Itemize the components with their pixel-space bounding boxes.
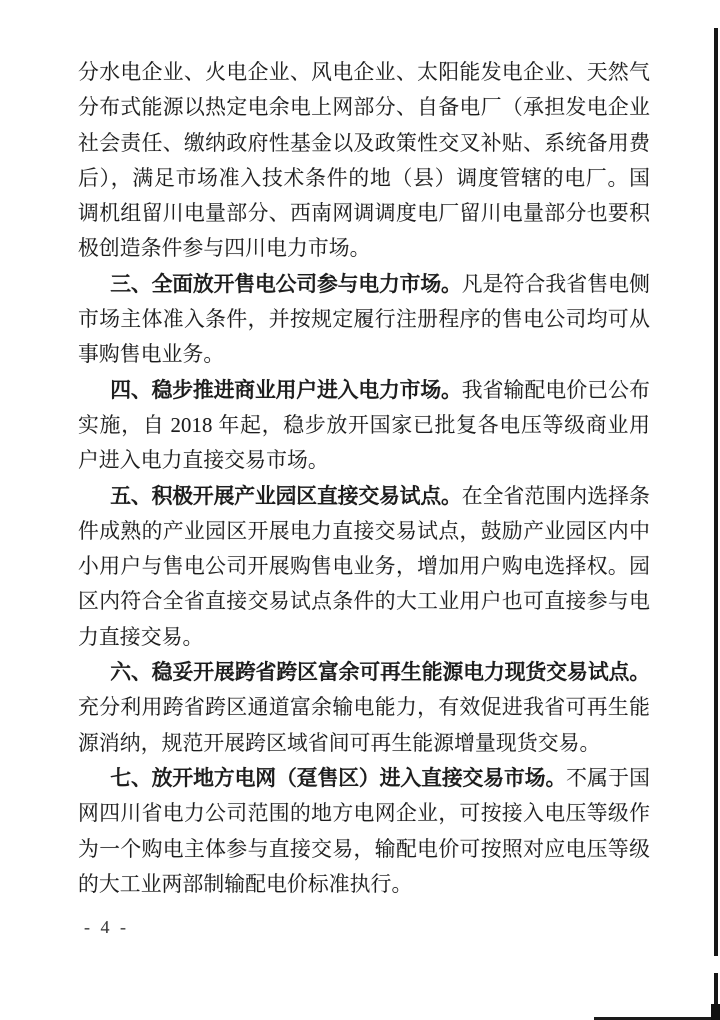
page-number: - 4 - [84, 917, 129, 937]
paragraph [78, 655, 650, 761]
paragraph [78, 373, 650, 479]
section-heading-run: 四、稳步推进商业用户进入电力市场。 [110, 378, 462, 402]
document-body [78, 55, 650, 902]
text-run: 我省输配电价已公布实施，自 2018 年起，稳步放开国家已批复各电压等级商业用户进入电力直接交易市场。 [78, 378, 650, 473]
paragraph [78, 267, 650, 373]
section-heading-run: 三、全面放开售电公司参与电力市场。 [110, 272, 462, 296]
text-run: 不属于国网四川省电力公司范围的地方电网企业，可按接入电压等级作为一个购电主体参与直接交易，输配电价可按照对应电压等级的大工业两部制输配电价标准执行。 [78, 766, 650, 896]
paragraph [78, 55, 650, 267]
text-run: 充分利用跨省跨区通道富余输电能力，有效促进我省可再生能源消纳，规范开展跨区域省间可再生能源增量现货交易。 [78, 696, 650, 755]
section-heading-run: 七、放开地方电网（趸售区）进入直接交易市场。 [110, 766, 567, 790]
section-heading-run: 五、积极开展产业园区直接交易试点。 [110, 484, 462, 508]
text-run: 在全省范围内选择条件成熟的产业园区开展电力直接交易试点，鼓励产业园区内中小用户与售电公司开展购售电业务，增加用户购电选择权。园区内符合全省直接交易试点条件的大工业用户也可直接参与电力直接交易。 [78, 484, 650, 649]
section-heading-run: 六、稳妥开展跨省跨区富余可再生能源电力现货交易试点。 [110, 661, 650, 685]
scan-artifact-bottom-right-corner [711, 1004, 720, 1020]
text-run: 分水电企业、火电企业、风电企业、太阳能发电企业、天然气分布式能源以热定电余电上网部分、自备电厂（承担发电企业社会责任、缴纳政府性基金以及政策性交叉补贴、系统备用费后），满足市场准入技术条件的地（县）调度管辖的电厂。国调机组留川电量部分、西南网调调度电厂留川电量部分也要积极创造条件参与四川电力市场。 [78, 61, 650, 261]
paragraph [78, 479, 650, 655]
scan-artifact-right-edge-upper [714, 28, 718, 956]
text-run: 凡是符合我省售电侧市场主体准入条件，并按规定履行注册程序的售电公司均可从事购售电业务。 [78, 272, 650, 367]
paragraph [78, 761, 650, 902]
